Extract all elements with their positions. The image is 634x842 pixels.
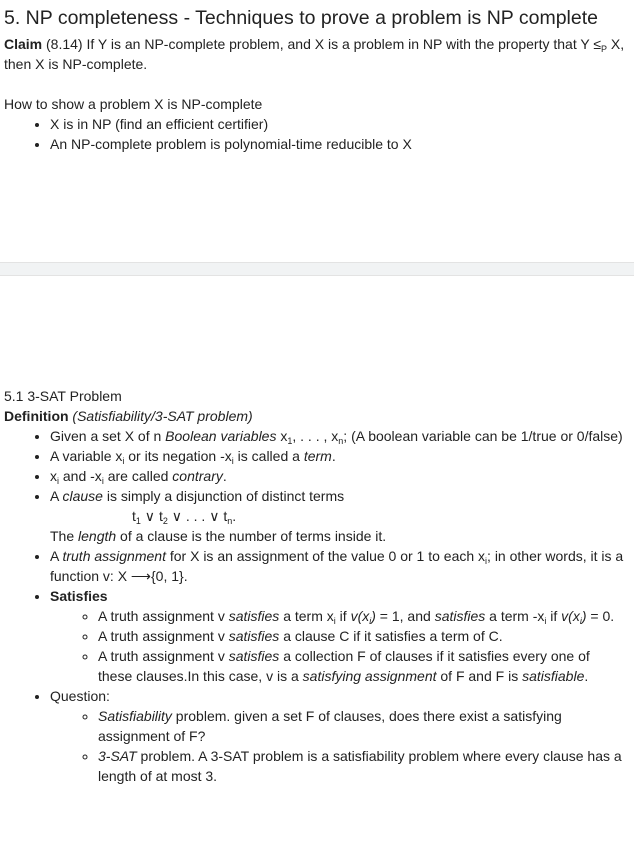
section-5-1-body [0, 276, 634, 786]
howto-item: • An NP-complete problem is polynomial-time reducible to X [50, 134, 626, 154]
def-item-truth-assignment: • A truth assignment for X is an assignment of the value 0 or 1 to each $x_i$; in other words, it is a function v: X ⟶{0, 1}. [50, 546, 626, 586]
def-item-satisfies [50, 586, 626, 686]
def-item-contrary: • $x_i$ and $-x_i$ are called contrary. [50, 466, 626, 486]
def-item-question [50, 686, 626, 786]
howto-heading: How to show a problem X is NP-complete [4, 96, 263, 112]
claim-text: (8.14) If Y is an NP-complete problem, and X is a problem in NP with the property that Y [42, 36, 594, 52]
def-item-clause: • A clause is simply a disjunction of distinct terms $t_1$ ∨ $t_2$ ∨ . . . ∨ $t_n$. The length of a clause is the number of terms inside it. [50, 486, 626, 546]
page-1 [0, 0, 634, 262]
question-label: Question: [50, 688, 110, 704]
clause-length-def: The length of a clause is the number of terms inside it. [50, 528, 387, 544]
satisfies-term: ◦ A truth assignment v satisfies a term $x_i$ if $v(x_i) = 1$, and satisfies a term $-x_i$ if $v(x_i) = 0$. [98, 606, 626, 626]
satisfies-sublist [50, 606, 626, 686]
clause-formula: $t_1$ ∨ $t_2$ ∨ . . . ∨ $t_n$. [132, 508, 237, 526]
claim-paragraph [4, 34, 626, 74]
def-item-boolean-vars: • Given a set X of n Boolean variables $x_1$, . . . , $x_n$; (A boolean variable can be 1/true or 0/false) [50, 426, 626, 446]
section-5-body [0, 34, 634, 154]
question-sublist [50, 706, 626, 786]
howto-item: • X is in NP (find an efficient certifier) [50, 114, 626, 134]
poly-reduce-sub: P [601, 44, 608, 54]
section-5-title: 5. NP completeness - Techniques to prove a problem is NP complete [4, 7, 598, 29]
def-item-term: • A variable $x_i$ or its negation $-x_i$ is called a term. [50, 446, 626, 466]
page-break [0, 262, 634, 276]
definition-label: Definition [4, 408, 69, 424]
howto-list [4, 114, 626, 154]
claim-rest: X, then X is NP-complete. [4, 36, 625, 72]
satisfies-collection: ◦ A truth assignment v satisfies a collection F of clauses if it satisfies every one of these clauses.In this case, v is a satisfying assignment of F and F is satisfiable. [98, 646, 626, 686]
definition-line [4, 406, 626, 426]
question-satisfiability: ◦ Satisfiability problem. given a set F of clauses, does there exist a satisfying assignment of F? [98, 706, 626, 746]
definition-list [4, 426, 626, 786]
page-2 [0, 276, 634, 842]
question-3sat: ◦ 3-SAT problem. A 3-SAT problem is a satisfiability problem where every clause has a length of at most 3. [98, 746, 626, 786]
section-5-1-heading: 5.1 3-SAT Problem [4, 388, 122, 404]
definition-paren: (Satisfiability/3-SAT problem) [68, 408, 253, 424]
claim-label: Claim [4, 36, 43, 52]
satisfies-label: Satisfies [50, 588, 108, 604]
poly-reduce-symbol: ≤ [593, 36, 602, 52]
satisfies-clause: ◦ A truth assignment v satisfies a clause C if it satisfies a term of C. [98, 626, 626, 646]
